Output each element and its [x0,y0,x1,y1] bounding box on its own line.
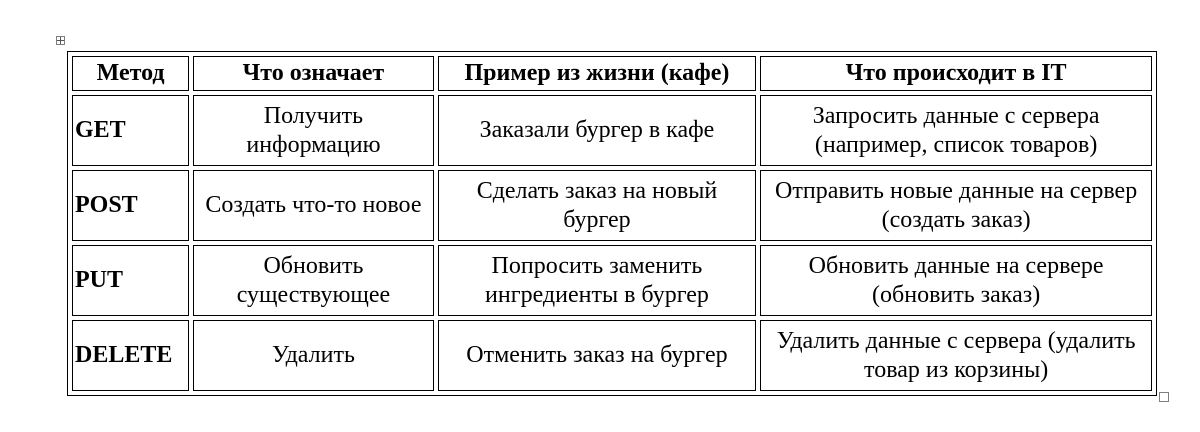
cafe-example-cell: Сделать заказ на новый бургер [438,170,757,241]
it-cell: Обновить данные на сервере (обновить заказ) [760,245,1152,316]
method-cell: POST [72,170,189,241]
method-cell: DELETE [72,320,189,391]
header-cafe-example: Пример из жизни (кафе) [438,56,757,91]
meaning-cell: Обновить существующее [193,245,433,316]
meaning-cell: Удалить [193,320,433,391]
header-method: Метод [72,56,189,91]
cafe-example-cell: Отменить заказ на бургер [438,320,757,391]
method-cell: PUT [72,245,189,316]
table-row [72,320,1152,391]
table-row [72,95,1152,166]
meaning-cell: Создать что-то новое [193,170,433,241]
http-methods-table [67,51,1157,396]
table-header-row [72,56,1152,91]
table-row [72,245,1152,316]
it-cell: Отправить новые данные на сервер (создать заказ) [760,170,1152,241]
table-move-handle-icon[interactable] [56,36,65,45]
meaning-cell: Получить информацию [193,95,433,166]
cafe-example-cell: Заказали бургер в кафе [438,95,757,166]
table-row [72,170,1152,241]
header-it-happens: Что происходит в IT [760,56,1152,91]
header-meaning: Что означает [193,56,433,91]
it-cell: Запросить данные с сервера (например, список товаров) [760,95,1152,166]
cafe-example-cell: Попросить заменить ингредиенты в бургер [438,245,757,316]
method-cell: GET [72,95,189,166]
table-resize-handle[interactable] [1159,392,1169,402]
it-cell: Удалить данные с сервера (удалить товар из корзины) [760,320,1152,391]
